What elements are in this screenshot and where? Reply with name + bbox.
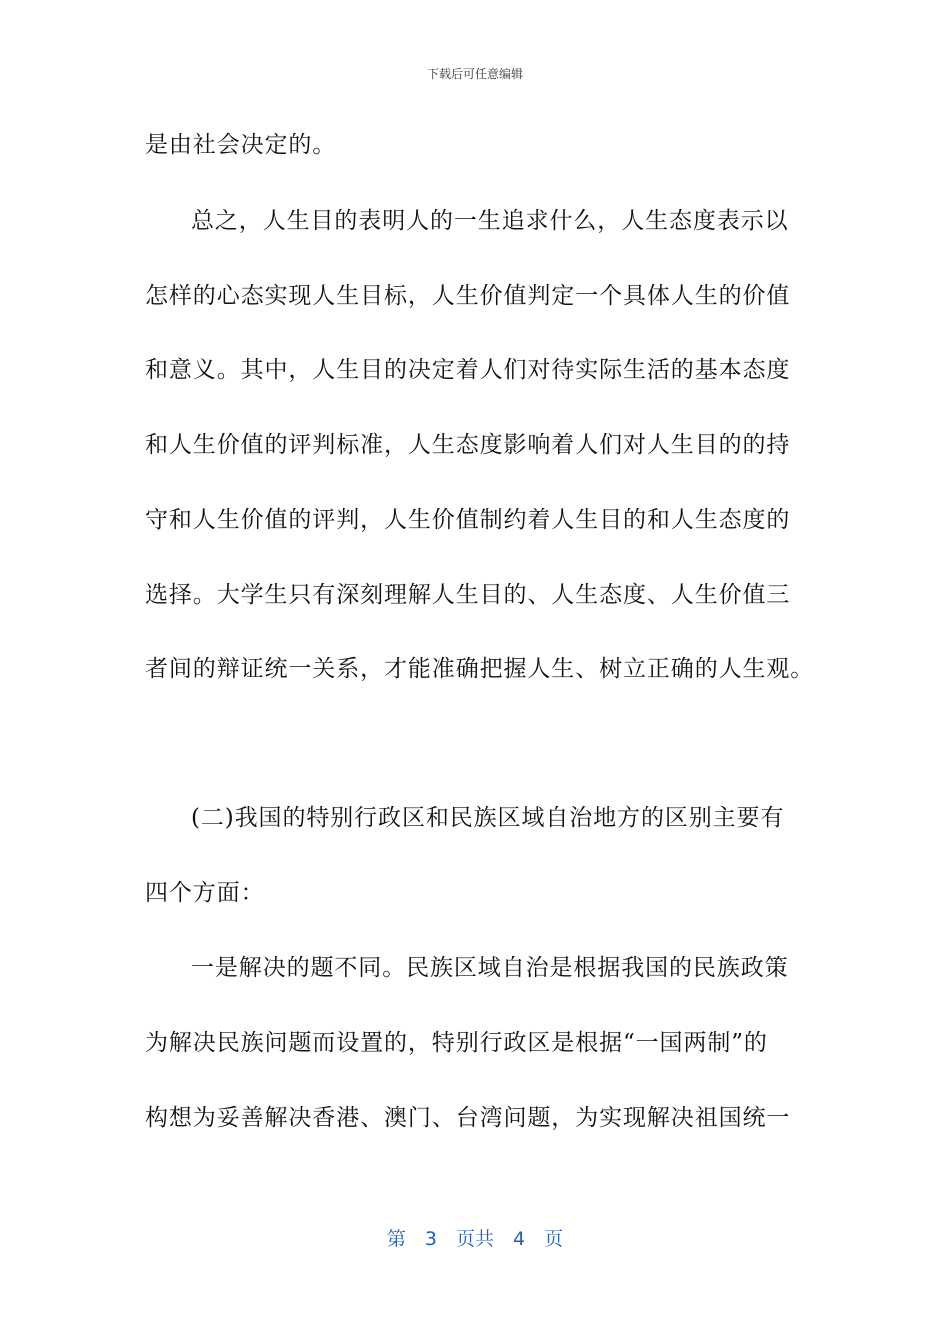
page-header-note: 下载后可任意编辑 — [426, 67, 523, 81]
text-line: 总之，人生目的表明人的一生追求什么，人生态度表示以 — [191, 208, 789, 234]
text-line: 构想为妥善解决香港、澳门、台湾问题，为实现解决祖国统一 — [145, 1105, 791, 1131]
text-line: 者间的辩证统一关系，才能准确把握人生、树立正确的人生观。 — [145, 656, 815, 682]
text-line: 守和人生价值的评判，人生价值制约着人生目的和人生态度的 — [145, 507, 791, 533]
text-line: 怎样的心态实现人生目标，人生价值判定一个具体人生的价值 — [145, 283, 791, 309]
text-line: 和人生价值的评判标准，人生态度影响着人们对人生目的的持 — [145, 432, 791, 458]
page-footer — [0, 1226, 950, 1252]
text-line: 为解决民族问题而设置的，特别行政区是根据“一国两制”的 — [145, 1030, 768, 1056]
text-line: 和意义。其中，人生目的决定着人们对待实际生活的基本态度 — [145, 357, 791, 383]
text-line: 一是解决的题不同。民族区域自治是根据我国的民族政策 — [191, 955, 789, 981]
text-line: 四个方面： — [145, 880, 265, 906]
text-line: 选择。大学生只有深刻理解人生目的、人生态度、人生价值三 — [145, 582, 791, 608]
page-number-label: 第 3 页共 4 页 — [386, 1228, 564, 1250]
text-line: 是由社会决定的。 — [145, 132, 337, 158]
text-line: (二)我国的特别行政区和民族区域自治地方的区别主要有 — [191, 805, 785, 831]
